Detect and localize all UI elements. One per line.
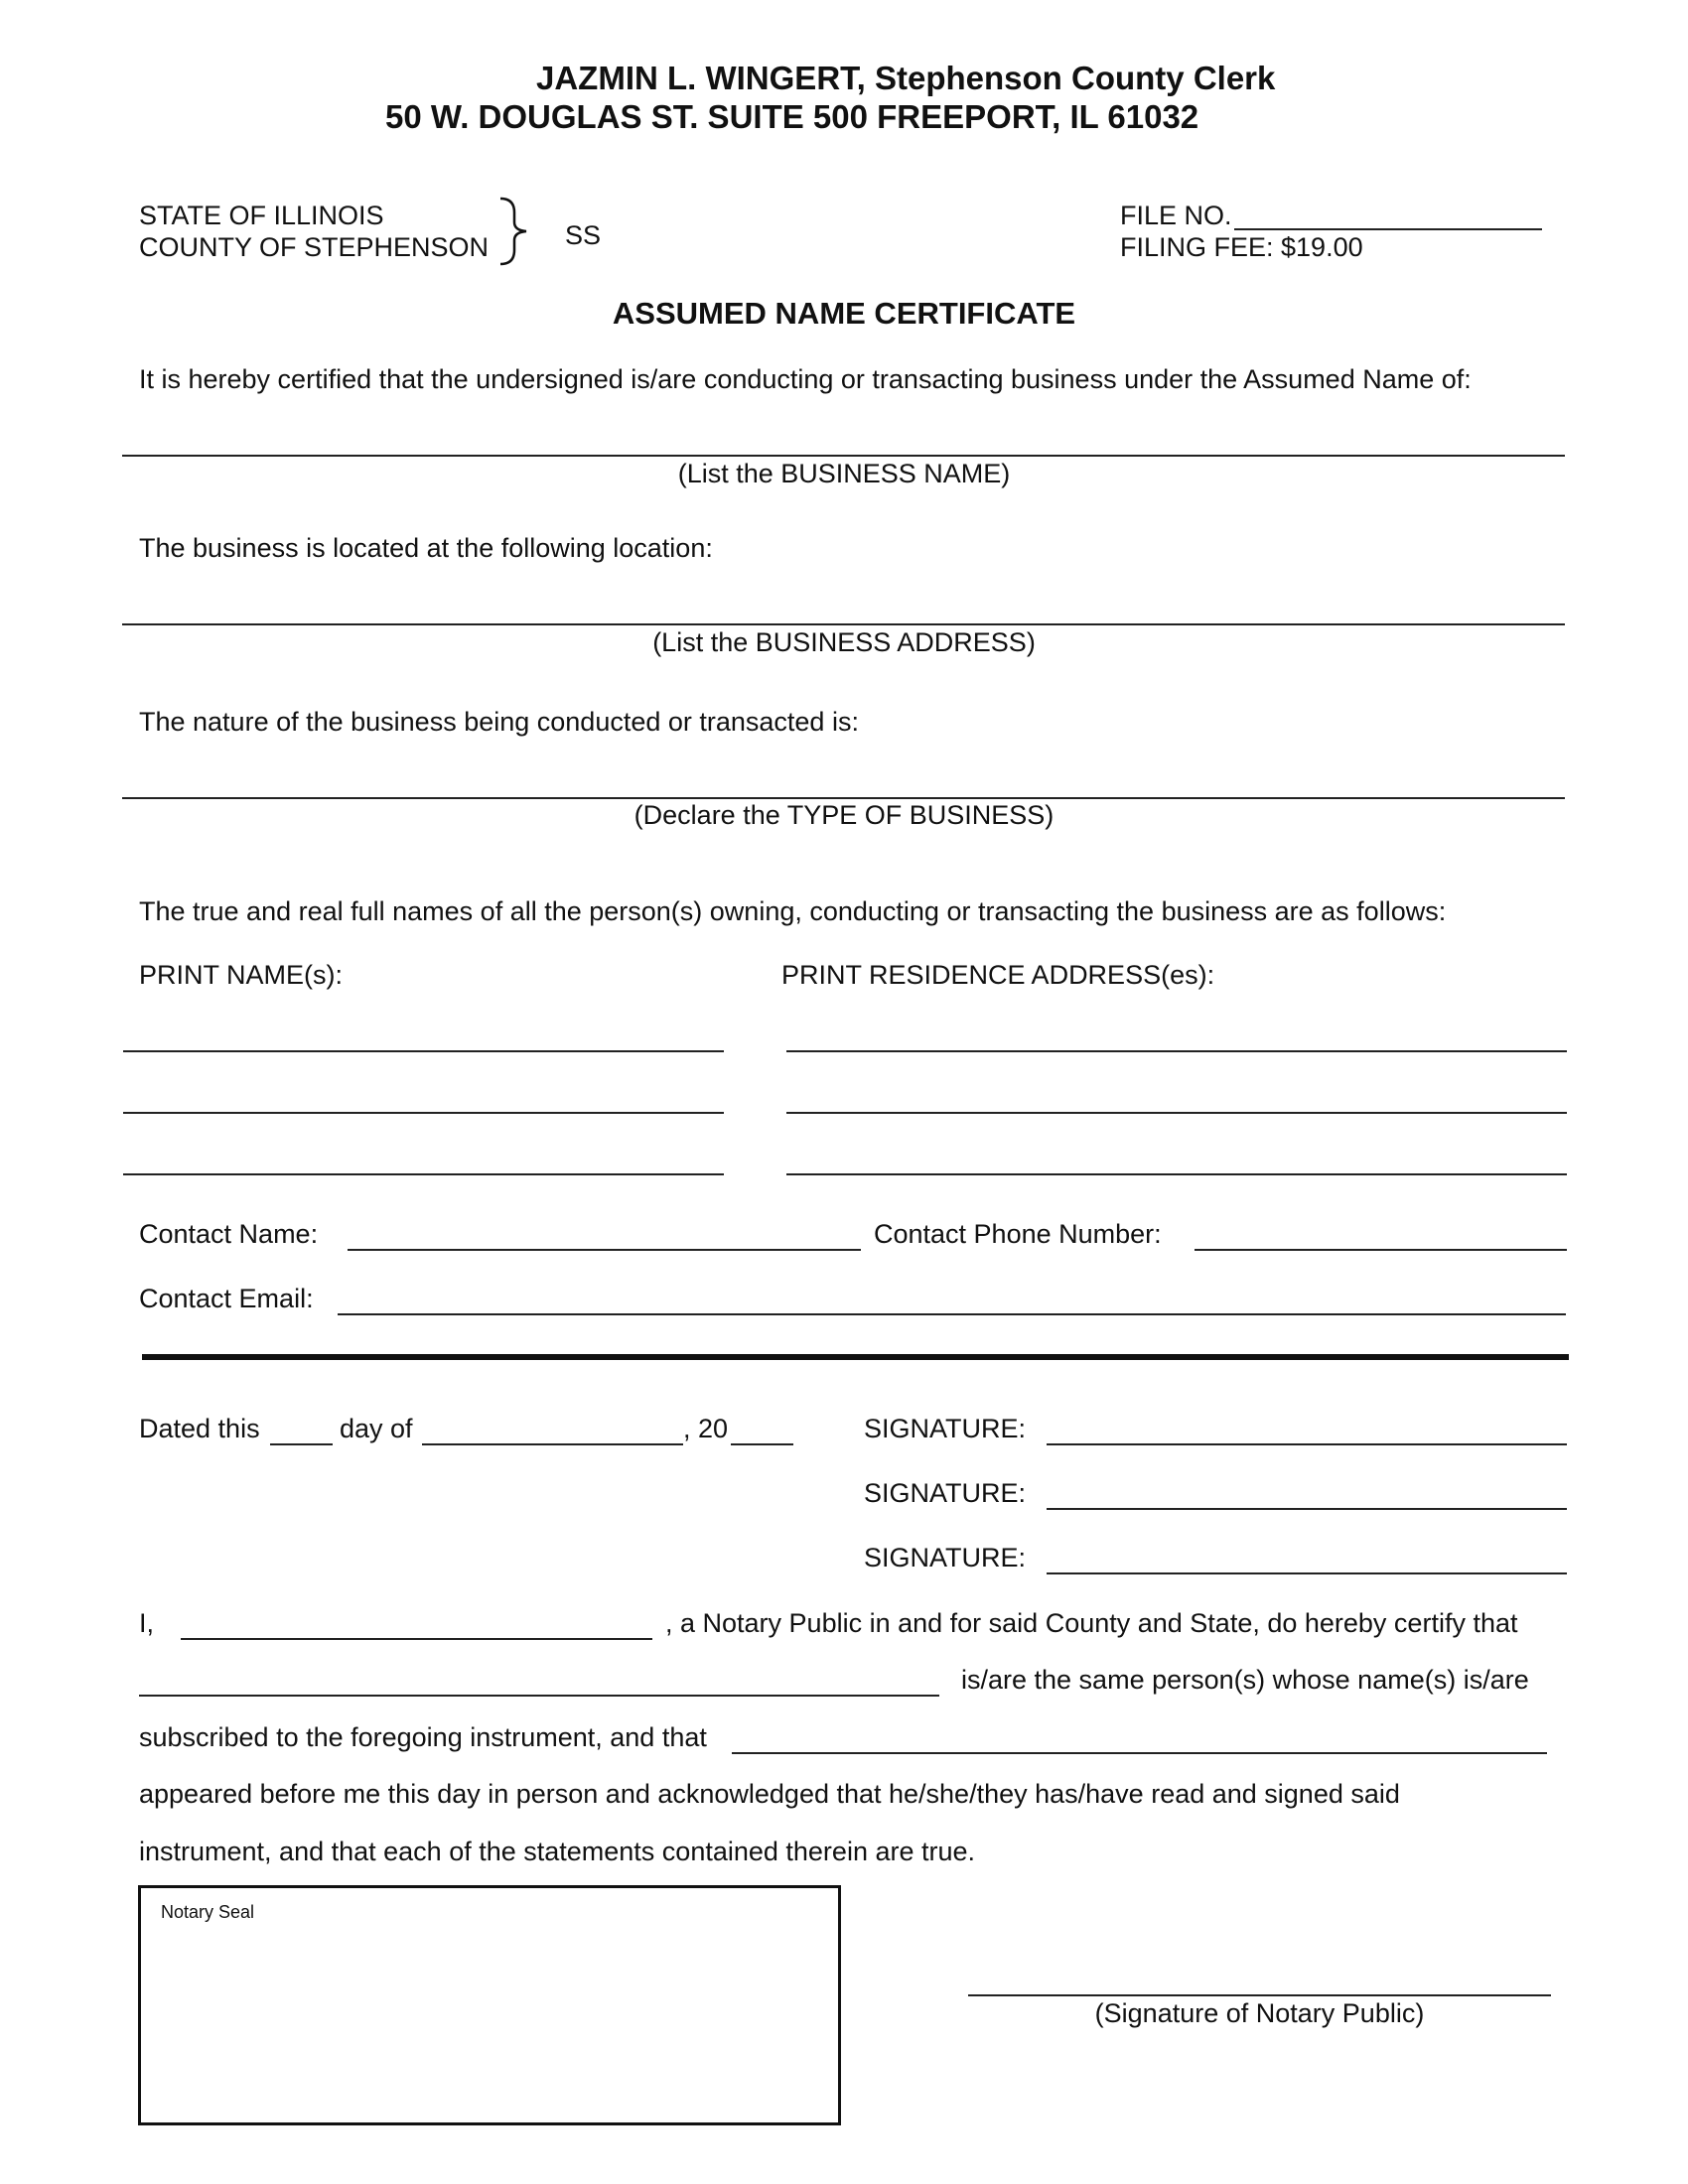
- business-address-field[interactable]: [122, 596, 1565, 625]
- signature-field-1[interactable]: [1047, 1416, 1567, 1445]
- document-title: ASSUMED NAME CERTIFICATE: [612, 296, 1076, 331]
- print-names-label: PRINT NAME(s):: [139, 960, 344, 990]
- year-prefix-label: , 20: [683, 1414, 729, 1443]
- brace-icon: [496, 195, 540, 268]
- contact-phone-label: Contact Phone Number:: [874, 1219, 1162, 1249]
- owner-name-field-2[interactable]: [123, 1084, 724, 1114]
- business-address-caption: (List the BUSINESS ADDRESS): [652, 627, 1036, 657]
- signature-label-2: SIGNATURE:: [864, 1478, 1027, 1508]
- contact-email-field[interactable]: [338, 1286, 1566, 1315]
- file-no-field[interactable]: [1234, 201, 1542, 230]
- owner-address-field-2[interactable]: [786, 1084, 1567, 1114]
- contact-phone-field[interactable]: [1195, 1221, 1567, 1251]
- filing-fee-label: FILING FEE: $19.00: [1120, 232, 1363, 262]
- owner-address-field-1[interactable]: [786, 1023, 1567, 1052]
- contact-name-field[interactable]: [348, 1221, 861, 1251]
- owner-address-field-3[interactable]: [786, 1146, 1567, 1175]
- contact-name-label: Contact Name:: [139, 1219, 319, 1249]
- notary-i-label: I,: [139, 1608, 155, 1638]
- ss-label: SS: [565, 220, 602, 250]
- clerk-name-heading: JAZMIN L. WINGERT, Stephenson County Clerk: [536, 60, 1276, 96]
- notary-signature-caption: (Signature of Notary Public): [1094, 1998, 1425, 2028]
- nature-statement: The nature of the business being conducted or transacted is:: [139, 707, 859, 737]
- notary-line1-text: , a Notary Public in and for said County and State, do hereby certify that: [665, 1608, 1518, 1638]
- notary-line3-text: subscribed to the foregoing instrument, and that: [139, 1722, 707, 1752]
- print-address-label: PRINT RESIDENCE ADDRESS(es):: [781, 960, 1215, 990]
- certify-statement: It is hereby certified that the undersigned is/are conducting or transacting business under the Assumed Name of:: [139, 364, 1472, 394]
- signature-label-3: SIGNATURE:: [864, 1543, 1027, 1572]
- appeared-person-field[interactable]: [732, 1724, 1547, 1754]
- contact-email-label: Contact Email:: [139, 1284, 314, 1313]
- location-statement: The business is located at the following location:: [139, 533, 713, 563]
- notary-line5-text: instrument, and that each of the statements contained therein are true.: [139, 1837, 976, 1866]
- business-type-field[interactable]: [122, 769, 1565, 799]
- business-name-field[interactable]: [122, 427, 1565, 457]
- state-label: STATE OF ILLINOIS: [139, 201, 384, 230]
- signature-field-3[interactable]: [1047, 1545, 1567, 1574]
- notary-seal-box: [138, 1885, 841, 2125]
- owners-statement: The true and real full names of all the person(s) owning, conducting or transacting the business are as follows:: [139, 896, 1447, 926]
- file-no-label: FILE NO.: [1120, 201, 1232, 230]
- person-names-field[interactable]: [139, 1667, 939, 1697]
- section-divider: [142, 1354, 1569, 1360]
- notary-signature-field[interactable]: [968, 1967, 1551, 1996]
- business-type-caption: (Declare the TYPE OF BUSINESS): [633, 800, 1055, 830]
- notary-name-field[interactable]: [181, 1610, 652, 1640]
- notary-seal-label: Notary Seal: [161, 1902, 255, 1922]
- day-of-label: day of: [340, 1414, 413, 1443]
- dated-this-label: Dated this: [139, 1414, 260, 1443]
- year-field[interactable]: [731, 1416, 793, 1445]
- day-field[interactable]: [270, 1416, 333, 1445]
- month-field[interactable]: [422, 1416, 683, 1445]
- county-label: COUNTY OF STEPHENSON: [139, 232, 490, 262]
- clerk-address-heading: 50 W. DOUGLAS ST. SUITE 500 FREEPORT, IL 61032: [385, 98, 1199, 135]
- signature-label-1: SIGNATURE:: [864, 1414, 1027, 1443]
- notary-line2-text: is/are the same person(s) whose name(s) is/are: [961, 1665, 1529, 1695]
- owner-name-field-3[interactable]: [123, 1146, 724, 1175]
- notary-line4-text: appeared before me this day in person and acknowledged that he/she/they has/have read and signed said: [139, 1779, 1400, 1809]
- business-name-caption: (List the BUSINESS NAME): [677, 459, 1011, 488]
- signature-field-2[interactable]: [1047, 1480, 1567, 1510]
- owner-name-field-1[interactable]: [123, 1023, 724, 1052]
